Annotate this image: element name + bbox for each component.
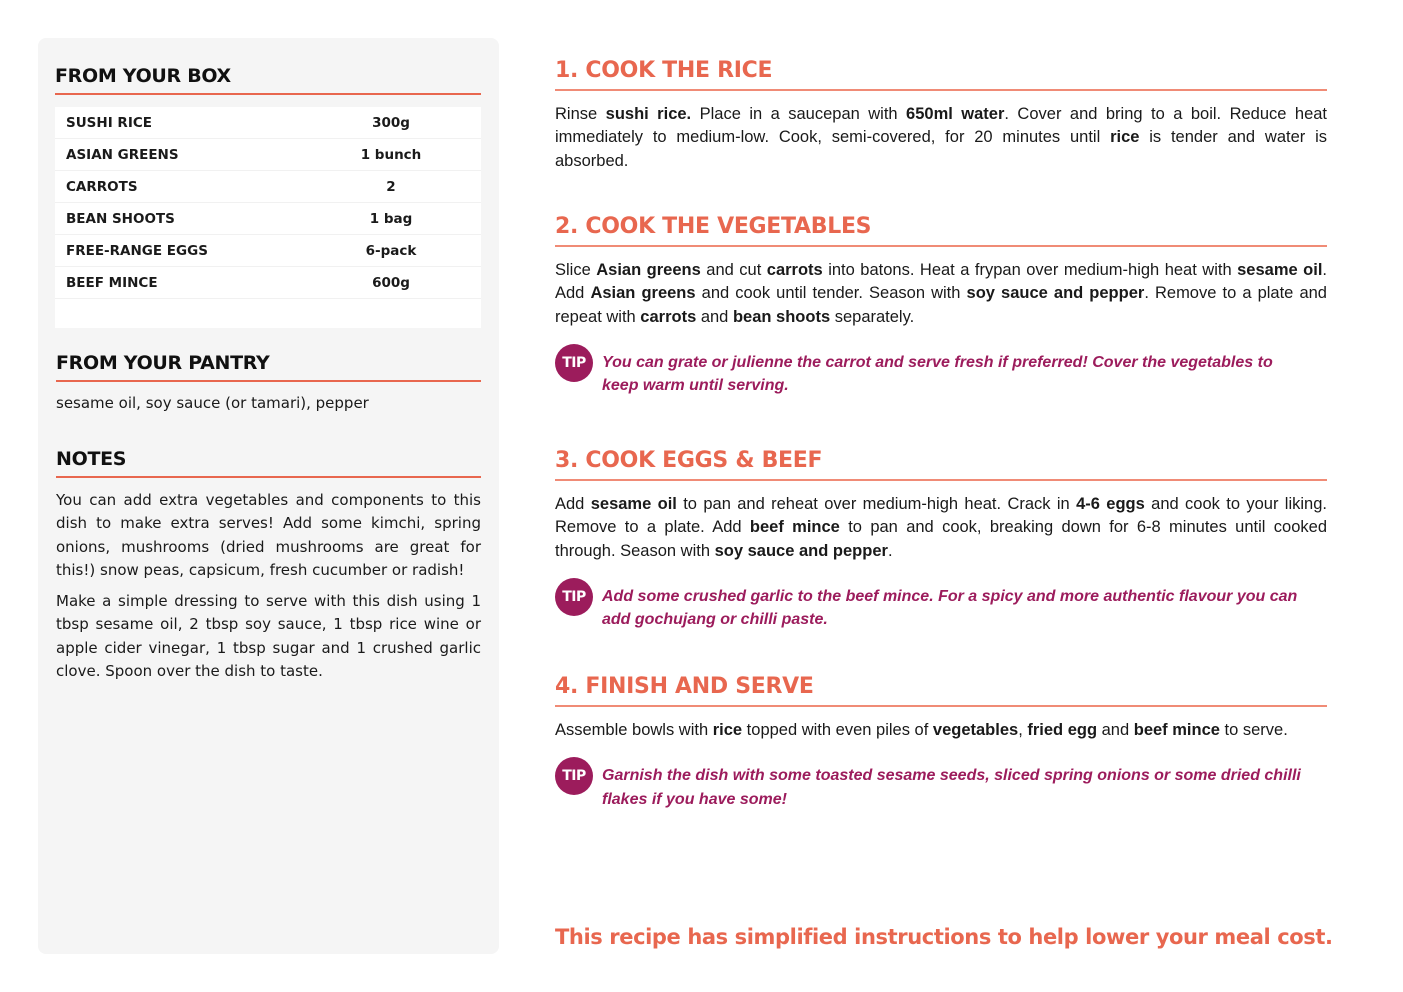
- bold-ingredient: sesame oil: [590, 495, 677, 513]
- body-text: Add: [555, 495, 591, 513]
- from-your-pantry-heading: FROM YOUR PANTRY: [56, 352, 481, 382]
- step-title: 4. FINISH AND SERVE: [555, 674, 1327, 707]
- bold-ingredient: Asian greens: [590, 284, 696, 303]
- tip-text: Add some crushed garlic to the beef mince. For a spicy and more authentic flavour you can add gochujang or chilli paste.: [602, 587, 1298, 629]
- notes-body: [56, 489, 481, 691]
- step-body: [555, 493, 1327, 563]
- tip-text: Garnish the dish with some toasted sesame seeds, sliced spring onions or some dried chilli flakes if you have some!: [602, 767, 1301, 808]
- body-text: to pan and reheat over medium-high heat. Crack in: [676, 495, 1077, 513]
- body-text: and cook until tender. Season with: [695, 284, 967, 303]
- bold-ingredient: bean shoots: [732, 307, 831, 326]
- ingredient-qty: 6-pack: [365, 242, 417, 259]
- body-text: separately.: [830, 307, 915, 326]
- body-text: . Cover and bring to a boil. Reduce heat immediately to medium-low. Cook, semi-covered, for 20 minutes until: [555, 105, 1327, 147]
- bold-ingredient: rice: [712, 721, 743, 739]
- bold-ingredient: soy sauce and pepper: [714, 541, 888, 560]
- tip-callout: [555, 585, 1327, 632]
- step-body: [555, 259, 1327, 329]
- pantry-items: sesame oil, soy sauce (or tamari), pepper: [56, 394, 369, 412]
- body-text: and cook to your liking. Remove to a plate. Add: [555, 495, 1327, 537]
- ingredients-panel: [38, 38, 499, 954]
- step-1: [555, 58, 1327, 173]
- bold-ingredient: Asian greens: [596, 261, 701, 279]
- body-text: Place in a saucepan with: [691, 105, 907, 123]
- body-text: topped with even piles of: [742, 721, 933, 739]
- table-row: [55, 171, 481, 203]
- body-text: Slice: [555, 261, 597, 279]
- table-row: [55, 203, 481, 235]
- step-body: [555, 719, 1327, 742]
- box-ingredients-table: [55, 107, 481, 328]
- ingredient-name: BEAN SHOOTS: [66, 210, 175, 227]
- body-text: into batons. Heat a frypan over medium-high heat with: [822, 261, 1238, 279]
- step-2: [555, 214, 1327, 398]
- step-3: [555, 448, 1327, 632]
- body-text: . Remove to a plate and repeat with: [555, 284, 1327, 326]
- ingredient-name: BEEF MINCE: [66, 274, 158, 291]
- bold-ingredient: beef mince: [1133, 721, 1220, 739]
- from-your-box-heading: FROM YOUR BOX: [55, 65, 481, 95]
- bold-ingredient: soy sauce and pepper: [966, 284, 1145, 303]
- step-title: 1. COOK THE RICE: [555, 58, 1327, 91]
- tip-text: You can grate or julienne the carrot and serve fresh if preferred! Cover the vegetables to keep warm until serving.: [602, 353, 1273, 395]
- tip-badge-icon: TIP: [555, 344, 593, 382]
- bold-ingredient: sushi rice.: [605, 105, 692, 123]
- ingredient-name: CARROTS: [66, 178, 138, 195]
- ingredient-qty: 1 bag: [369, 210, 413, 227]
- notes-paragraph: Make a simple dressing to serve with this dish using 1 tbsp sesame oil, 2 tbsp soy sauce, 1 tbsp rice wine or apple cider vinegar, 1 tbsp sugar and 1 crushed garlic clove. Spoon over the dish to taste.: [56, 592, 481, 681]
- step-body: [555, 103, 1327, 173]
- table-row: [55, 267, 481, 299]
- body-text: .: [887, 541, 893, 560]
- bold-ingredient: 4-6 eggs: [1076, 495, 1145, 513]
- tip-badge-icon: TIP: [555, 757, 593, 795]
- bold-ingredient: rice: [1110, 128, 1140, 147]
- ingredient-name: ASIAN GREENS: [66, 146, 179, 163]
- tip-callout: [555, 764, 1327, 811]
- table-row: [55, 235, 481, 267]
- bold-ingredient: beef mince: [749, 518, 840, 537]
- table-row: [55, 139, 481, 171]
- ingredient-qty: 300g: [372, 114, 410, 131]
- ingredient-qty: 1 bunch: [360, 146, 422, 163]
- ingredient-name: FREE-RANGE EGGS: [66, 242, 208, 259]
- ingredient-name: SUSHI RICE: [66, 114, 152, 131]
- step-title: 3. COOK EGGS & BEEF: [555, 448, 1327, 481]
- step-title: 2. COOK THE VEGETABLES: [555, 214, 1327, 247]
- body-text: and: [696, 307, 733, 326]
- body-text: to serve.: [1219, 721, 1288, 739]
- body-text: and cut: [700, 261, 767, 279]
- body-text: . Add: [555, 261, 1328, 303]
- footer-note: This recipe has simplified instructions to help lower your meal cost.: [555, 925, 1333, 949]
- ingredient-qty: 2: [386, 178, 396, 195]
- table-row: [55, 107, 481, 139]
- body-text: to pan and cook, breaking down for 6-8 minutes until cooked through. Season with: [555, 518, 1327, 560]
- step-4: [555, 674, 1327, 811]
- body-text: is tender and water is absorbed.: [555, 128, 1327, 170]
- body-text: ,: [1018, 721, 1028, 739]
- bold-ingredient: fried egg: [1027, 721, 1098, 739]
- bold-ingredient: vegetables: [932, 721, 1019, 739]
- tip-callout: [555, 351, 1327, 398]
- bold-ingredient: 650ml water: [906, 105, 1005, 123]
- body-text: Rinse: [555, 105, 606, 123]
- ingredient-qty: 600g: [372, 274, 410, 291]
- body-text: and: [1097, 721, 1134, 739]
- bold-ingredient: carrots: [766, 261, 823, 279]
- notes-heading: NOTES: [56, 448, 481, 478]
- body-text: Assemble bowls with: [555, 721, 713, 739]
- notes-paragraph: You can add extra vegetables and components to this dish to make extra serves! Add some kimchi, spring onions, mushrooms (dried mushrooms are great for this!) snow peas, capsicum, fresh cucumber or radish!: [56, 491, 481, 579]
- bold-ingredient: sesame oil: [1237, 261, 1323, 279]
- bold-ingredient: carrots: [640, 307, 697, 326]
- tip-badge-icon: TIP: [555, 578, 593, 616]
